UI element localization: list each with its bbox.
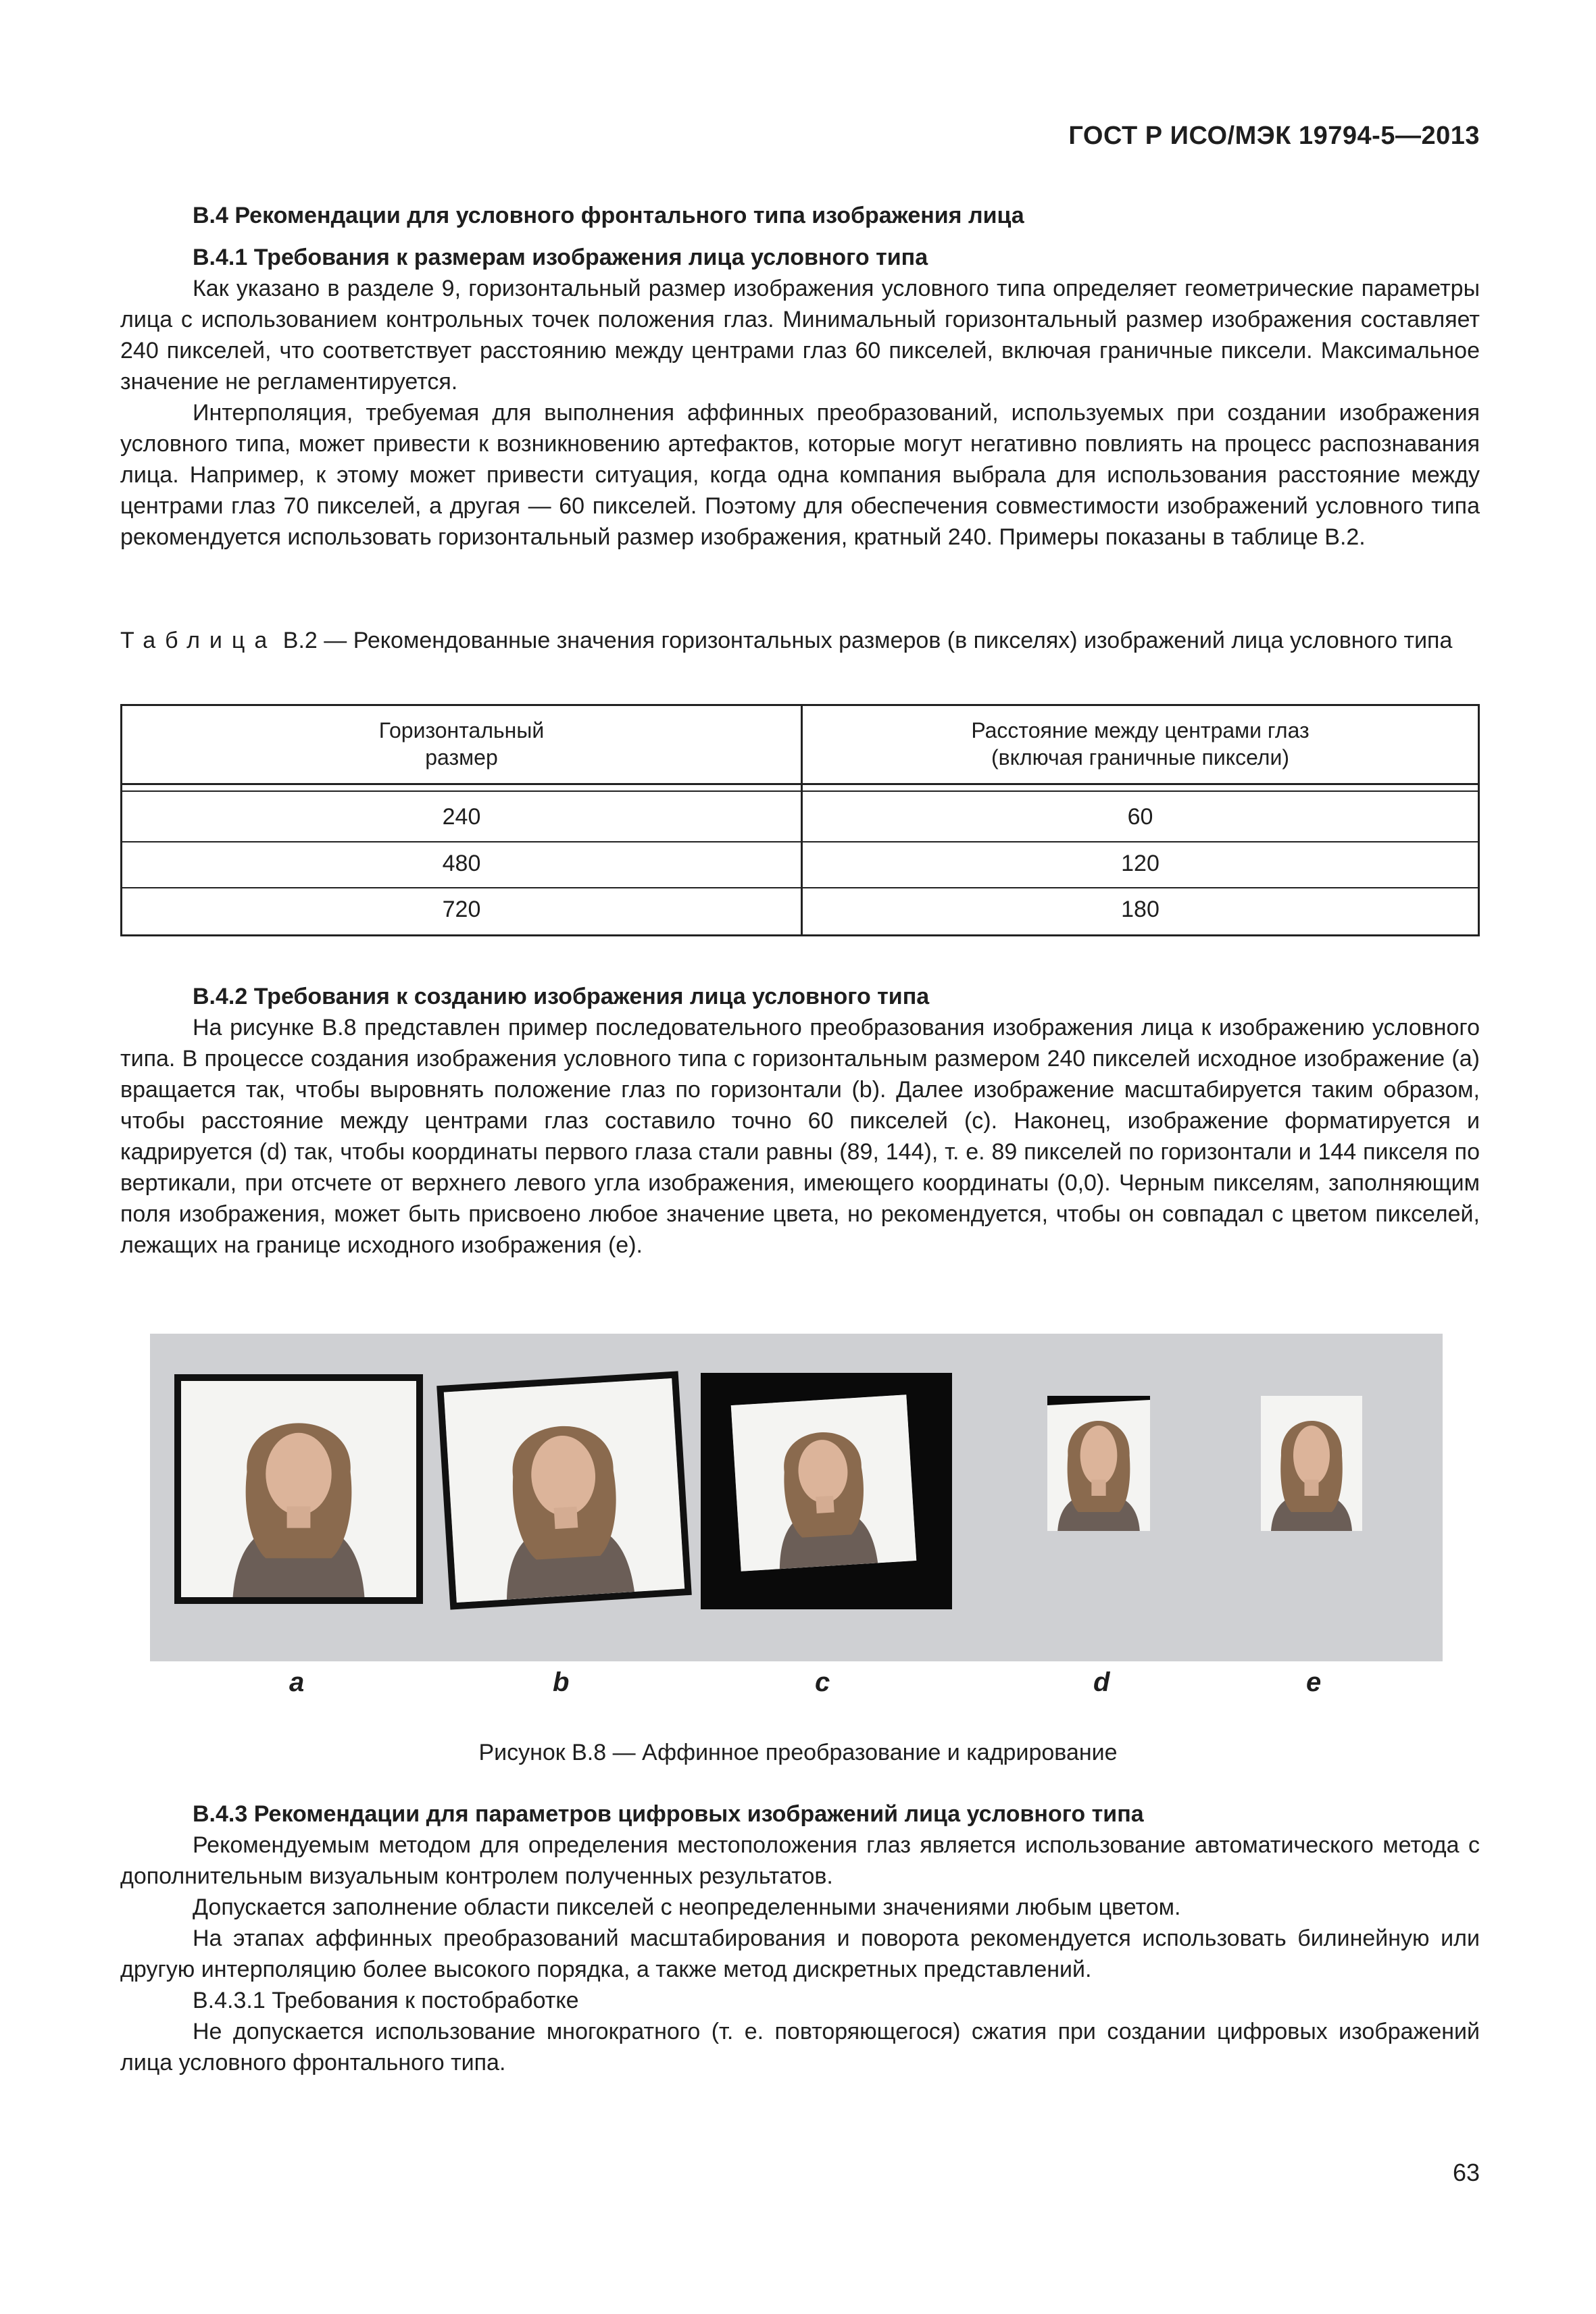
figure-label-b: b <box>553 1667 570 1697</box>
section-b41-paragraph-2: Интерполяция, требуемая для выполнения аффинных преобразований, используемых при создании изображения условного типа, может привести к возникновению артефактов, которые могут негативно повлиять на процесс распознавания лица. Например, к этому может привести ситуация, когда одна компания выбрала для использования расстояние между центрами глаз 70 пикселей, а другая — 60 пикселей. Поэтому для обеспечения совместимости изображений условного типа рекомендуется использовать горизонтальный размер изображения, кратный 240. Примеры показаны в таблице В.2. <box>120 400 1480 550</box>
section-b43-paragraph-5: Не допускается использование многократного (т. е. повторяющегося) сжатия при создании цифровых изображений лица условного фронтального типа. <box>120 2019 1480 2076</box>
section-b43-paragraph-2: Допускается заполнение области пикселей с неопределенными значениями любым цветом. <box>193 1894 1181 1920</box>
table-row-divider <box>122 841 1478 842</box>
table-cell: 60 <box>1127 804 1153 830</box>
document-header: ГОСТ Р ИСО/МЭК 19794-5—2013 <box>1068 122 1480 150</box>
section-b41-block <box>120 200 1480 553</box>
table-header-line: Расстояние между центрами глаз <box>971 718 1310 743</box>
table-caption-label: Таблица <box>120 628 277 653</box>
table-b2 <box>120 704 1480 936</box>
table-cell: 180 <box>1121 897 1159 922</box>
portrait-image-c-background <box>701 1373 952 1609</box>
table-header-line: размер <box>425 745 498 770</box>
table-header-eye-distance <box>803 717 1478 771</box>
table-cell: 480 <box>442 851 481 876</box>
table-cell: 120 <box>1121 851 1159 876</box>
figure-title: Рисунок В.8 — Аффинное преобразование и кадрирование <box>478 1740 1118 1765</box>
figure-label-d: d <box>1093 1667 1110 1697</box>
table-caption <box>120 625 1480 656</box>
section-b43-block <box>120 1799 1480 2078</box>
table-row-divider <box>122 887 1478 888</box>
portrait-image-c <box>731 1394 917 1571</box>
section-b41-title: В.4.1 Требования к размерам изображения лица условного типа <box>193 245 928 270</box>
table-header-horizontal-size <box>122 717 801 771</box>
section-b4-title: В.4 Рекомендации для условного фронтального типа изображения лица <box>193 203 1024 228</box>
table-header-divider-top <box>122 783 1478 785</box>
table-header-divider-bottom <box>122 790 1478 792</box>
table-header-line: (включая граничные пиксели) <box>991 745 1289 770</box>
portrait-image-e <box>1261 1396 1362 1531</box>
figure-b8 <box>150 1334 1443 1661</box>
portrait-image-b <box>437 1371 692 1609</box>
section-b43-paragraph-3: На этапах аффинных преобразований масштабирования и поворота рекомендуется использовать билинейную или другую интерполяцию более высокого порядка, а также метод дискретных представлений. <box>120 1926 1480 1982</box>
section-b41-paragraph-1: Как указано в разделе 9, горизонтальный размер изображения условного типа определяет геометрические параметры лица с использованием контрольных точек положения глаз. Минимальный горизонтальный размер изображения составляет 240 пикселей, что соответствует расстоянию между центрами глаз 60 пикселей, включая граничные пиксели. Максимальное значение не регламентируется. <box>120 276 1480 395</box>
table-cell: 720 <box>442 897 481 922</box>
figure-label-e: e <box>1306 1667 1322 1697</box>
figure-label-a: a <box>289 1667 305 1697</box>
section-b431-heading: В.4.3.1 Требования к постобработке <box>193 1988 579 2013</box>
table-cell: 240 <box>442 804 481 830</box>
table-caption-text: В.2 — Рекомендованные значения горизонтальных размеров (в пикселях) изображений лица условного типа <box>282 628 1453 653</box>
portrait-image-a <box>174 1374 423 1604</box>
portrait-image-d <box>1047 1396 1150 1531</box>
section-b43-title: В.4.3 Рекомендации для параметров цифровых изображений лица условного типа <box>193 1801 1144 1827</box>
section-b42-paragraph-1: На рисунке В.8 представлен пример последовательного преобразования изображения лица к изображению условного типа. В процессе создания изображения условного типа с горизонтальным размером 240 пикселей исходное изображение (a) вращается так, чтобы выровнять положение глаз по горизонтали (b). Далее изображение масштабируется таким образом, чтобы расстояние между центрами глаз составило точно 60 пикселей (c). Наконец, изображение форматируется и кадрируется (d) так, чтобы координаты первого глаза стали равны (89, 144), т. е. 89 пикселей по горизонтали и 144 пикселя по вертикали, при отсчете от верхнего левого угла изображения, имеющего координаты (0,0). Черным пикселям, заполняющим поля изображения, может быть присвоено любое значение цвета, но рекомендуется, чтобы он совпадал с цветом пикселей, лежащих на границе исходного изображения (e). <box>120 1015 1480 1258</box>
section-b42-title: В.4.2 Требования к созданию изображения лица условного типа <box>193 984 930 1009</box>
table-header-line: Горизонтальный <box>378 718 545 743</box>
page-number: 63 <box>1452 2159 1480 2186</box>
section-b43-paragraph-1: Рекомендуемым методом для определения местоположения глаз является использование автоматического метода с дополнительным визуальным контролем полученных результатов. <box>120 1832 1480 1889</box>
figure-label-c: c <box>815 1667 830 1697</box>
section-b42-block <box>120 981 1480 1261</box>
